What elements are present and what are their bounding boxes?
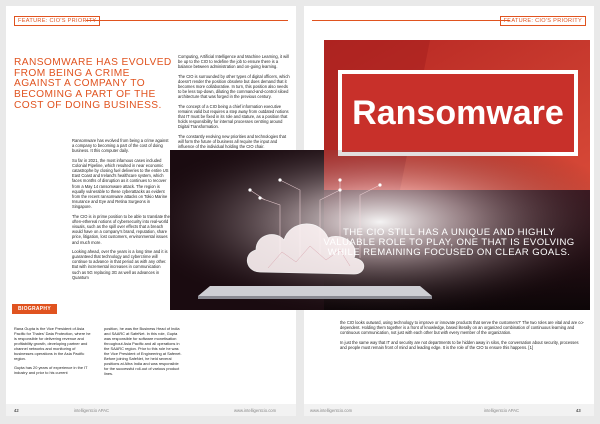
page-number: 43 [576, 408, 581, 413]
paragraph: The concept of a CIO being a chief information executive remains valid but requires a step away from outdated notions that IT must be fixed in its role and stature, as a position that holds responsibility for internal processes centring around Digital Transformation. [178, 103, 289, 130]
biography-tab: BIOGRAPHY [12, 304, 57, 314]
website-url: www.intelligentcio.com [310, 408, 353, 413]
paragraph: In just the same way that IT and security are not departments to be hidden away in silos, the conversation about security, processes and people must remain front of mind and leading edge. It is the role of the CIO to ensure this happens. [1] [340, 339, 579, 350]
pull-quote: THE CIO STILL HAS A UNIQUE AND HIGHLY VALUABLE ROLE TO PLAY, ONE THAT IS EVOLVING WHILE REMAINING FOCUSED ON CLEAR GOALS. [323, 227, 575, 259]
paragraph: The CIO is in prime position to be able to translate the often-ethereal notions of cybersecurity into real-world visuals, such as the spill over effects that a breach would have on a company's brand, reputation, share price, litigation, lost customers, environmental issues and much more. [72, 213, 170, 245]
page-footer [304, 404, 594, 416]
page-number: 42 [14, 408, 19, 413]
magazine-brand: intelligentcio APAC [74, 408, 110, 413]
section-label: FEATURE: CIO'S PRIORITY [14, 16, 100, 26]
biography-column-b [104, 326, 182, 380]
body-column-1 [72, 138, 170, 284]
divider [86, 20, 288, 21]
paragraph: Computing, Artificial Intelligence and Machine Learning, it will be up to the CIO to redefine the job to ensure there is a balance between administration and on-going learning. [178, 54, 289, 70]
website-url: www.intelligentcio.com [234, 408, 277, 413]
laptop-icon [198, 286, 432, 296]
magazine-brand: intelligentcio APAC [484, 408, 520, 413]
paragraph: Rana Gupta is the Vice President of Asia Pacific for Thales' Data Protection, where he is responsible for delivering revenue and profitability growth, developing partner and channel networks and monitoring of businesses operations in the Asia Pacific region. [14, 326, 91, 361]
biography-column-a [14, 326, 92, 379]
biography-box [12, 304, 182, 404]
paragraph: Ransomware has evolved from being a crime against a company to becoming a part of the cost of doing business. It this computer daily. [72, 138, 169, 154]
paragraph: the CIO looks outward, using technology to improve or innovate products that serve the customers?' The two roles are vital and are co-dependent. Holding them together is a front of knowledge, based literally on an organized combination of continuous learning and continuous communication, not just with each other but with every member of the organization. [340, 320, 584, 336]
ransomware-hero-image [170, 40, 590, 310]
section-label: FEATURE: CIO'S PRIORITY [500, 16, 586, 26]
paragraph: Looking ahead, over the years is a long time and it is guaranteed that technology and cybercrime will continue to advance in that period as with any other. But with incremental increases in communication such as 5G replacing 3G as well as advances in Quantum [72, 248, 168, 280]
ransomware-illustration [170, 40, 590, 310]
body-column-3 [340, 320, 586, 354]
laptop-base [198, 296, 432, 299]
sign-text: Ransomware [352, 94, 564, 132]
pull-quote: RANSOMWARE HAS EVOLVED FROM BEING A CRIME AGAINST A COMPANY TO BECOMING A PART OF THE COST OF DOING BUSINESS. [14, 57, 172, 111]
paragraph: The CIO is surrounded by other types of digital officers, which doesn't render the position obsolete but does demand that it becomes more collaborative. In turn, this position also needs to be less top-down, diluting the command-and-control siloed architecture that was forged in the previous century. [178, 73, 290, 100]
paragraph: position, he was the Business Head of India and SAARC at SafeNet. In this role, Gupta was responsible for software monetisation throughout Asia Pacific and all operations in the SAARC region. Prior to this role he was the Vice President of Engineering at Safenet. Before joining SafeNet, he held several positions at Altra India and was responsible for the successful roll-out of various product lines. [104, 326, 182, 376]
paragraph: The constantly evolving new priorities and technologies that will form the future of business all require the input and influence of the individual holding the CIO chair. [178, 133, 287, 150]
page-footer [6, 404, 296, 416]
divider [312, 20, 510, 21]
paragraph: Gupta has 20 years of experience in the IT industry and prior to his current [14, 365, 88, 375]
paragraph: So far in 2021, the most infamous cases included Colonial Pipeline, which resulted in near economic catastrophe by closing fuel deliveries to the entire US East Coast and Ireland's healthcare system, which faces months of disruption as it continues to recover from a May 14 ransomware attack. The region is equally vulnerable to these cyberattacks as evident from the recent ransomware attacks on Tokio Marine Insurance and Eye and Retina Surgeons in Singapore. [72, 157, 169, 210]
